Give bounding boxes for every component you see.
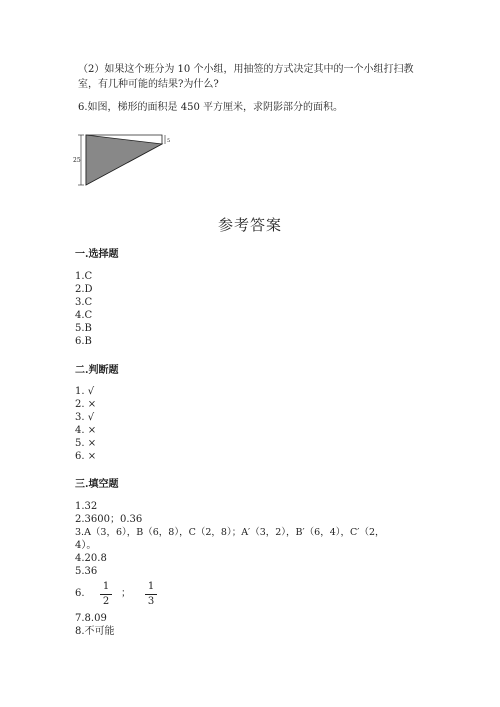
section2-item: 1. √ bbox=[75, 386, 95, 397]
fraction-numerator: 1 bbox=[147, 581, 155, 592]
section2-item: 2. × bbox=[75, 399, 97, 410]
section3-item-continuation: 4）。 bbox=[75, 540, 97, 551]
section3-item: 5.36 bbox=[75, 566, 98, 577]
fraction-bar bbox=[145, 594, 157, 595]
fraction-denominator: 2 bbox=[102, 596, 110, 607]
section3-item: 7.8.09 bbox=[75, 613, 107, 624]
section1-item: 5.B bbox=[75, 323, 92, 334]
section3-item: 2.3600；0.36 bbox=[75, 514, 143, 525]
section3-item: 1.32 bbox=[75, 501, 98, 512]
fraction-numerator: 1 bbox=[102, 581, 110, 592]
section3-item: 4.20.8 bbox=[75, 553, 107, 564]
section2-item: 4. × bbox=[75, 425, 97, 436]
question-part2-line2: 室，有几种可能的结果?为什么? bbox=[78, 79, 219, 90]
section1-item: 1.C bbox=[75, 271, 93, 282]
section1-item: 4.C bbox=[75, 310, 93, 321]
section3-item-6-prefix: 6. bbox=[75, 588, 85, 599]
section3-heading: 三.填空题 bbox=[75, 479, 119, 490]
fraction-one-half bbox=[100, 581, 112, 608]
section1-item: 6.B bbox=[75, 336, 92, 347]
left-height-label: 25 bbox=[73, 157, 81, 164]
fraction-one-third bbox=[145, 581, 157, 608]
section2-item: 6. × bbox=[75, 451, 97, 462]
question-6: 6.如图，梯形的面积是 450 平方厘米，求阴影部分的面积。 bbox=[78, 102, 343, 113]
shaded-triangle bbox=[86, 135, 162, 185]
section1-heading: 一.选择题 bbox=[75, 249, 119, 260]
trapezoid-figure bbox=[72, 130, 176, 190]
section2-heading: 二.判断题 bbox=[75, 365, 119, 376]
fraction-separator: ； bbox=[121, 588, 131, 599]
right-height-label: 5 bbox=[167, 138, 171, 144]
section3-item: 3.A（3，6），B（6，8），C（2，8）；A′（3，2），B′（6，4），C′（2， bbox=[75, 527, 385, 538]
section3-item: 8.不可能 bbox=[75, 626, 115, 637]
section2-item: 5. × bbox=[75, 438, 97, 449]
section2-item: 3. √ bbox=[75, 412, 95, 423]
answers-title: 参考答案 bbox=[217, 216, 282, 234]
fraction-denominator: 3 bbox=[147, 596, 155, 607]
question-part2-line1: （2）如果这个班分为 10 个小组，用抽签的方式决定其中的一个小组打扫教 bbox=[78, 64, 414, 75]
fraction-bar bbox=[100, 594, 112, 595]
section1-item: 3.C bbox=[75, 297, 93, 308]
section1-item: 2.D bbox=[75, 284, 93, 295]
